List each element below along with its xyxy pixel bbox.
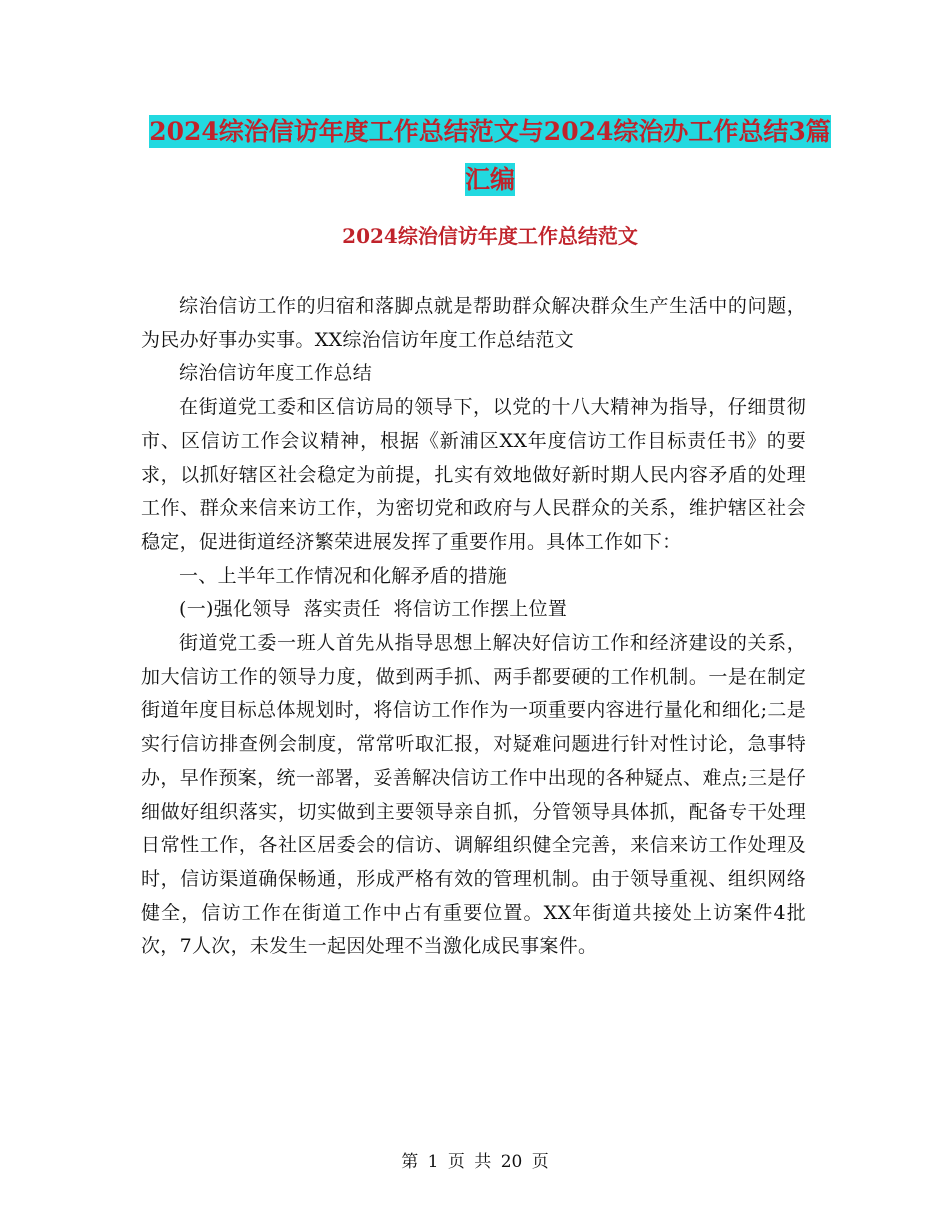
paragraph: 在街道党工委和区信访局的领导下，以党的十八大精神为指导，仔细贯彻市、区信访工作会议精神，根据《新浦区XX年度信访工作目标责任书》的要求，以抓好辖区社会稳定为前提，扎实有效地做好新时期人民内容矛盾的处理工作、群众来信来访工作，为密切党和政府与人民群众的关系，维护辖区社会稳定，促进街道经济繁荣进展发挥了重要作用。具体工作如下： bbox=[141, 396, 806, 553]
paragraph: (一)强化领导 落实责任 将信访工作摆上位置 bbox=[179, 598, 568, 621]
document-title bbox=[140, 108, 840, 204]
paragraph: 综治信访工作的归宿和落脚点就是帮助群众解决群众生产生活中的问题，为民办好事办实事。XX综治信访年度工作总结范文 bbox=[141, 295, 806, 351]
paragraph: 街道党工委一班人首先从指导思想上解决好信访工作和经济建设的关系，加大信访工作的领导力度，做到两手抓、两手都要硬的工作机制。一是在制定街道年度目标总体规划时，将信访工作作为一项重要内容进行量化和细化;二是实行信访排查例会制度，常常听取汇报，对疑难问题进行针对性讨论，急事特办，早作预案，统一部署，妥善解决信访工作中出现的各种疑点、难点;三是仔细做好组织落实，切实做到主要领导亲自抓，分管领导具体抓，配备专干处理日常性工作，各社区居委会的信访、调解组织健全完善，来信来访工作处理及时，信访渠道确保畅通，形成严格有效的管理机制。由于领导重视、组织网络健全，信访工作在街道工作中占有重要位置。XX年街道共接处上访案件4批次，7人次，未发生一起因处理不当激化成民事案件。 bbox=[141, 632, 806, 958]
document-title-text: 2024综治信访年度工作总结范文与2024综治办工作总结3篇汇编 bbox=[149, 117, 831, 194]
document-body bbox=[141, 290, 806, 964]
page-footer: 第 1 页 共 20 页 bbox=[401, 1152, 549, 1172]
paragraph: 综治信访年度工作总结 bbox=[179, 362, 373, 385]
paragraph: 一、上半年工作情况和化解矛盾的措施 bbox=[179, 564, 508, 587]
section-title: 2024综治信访年度工作总结范文 bbox=[342, 224, 638, 248]
